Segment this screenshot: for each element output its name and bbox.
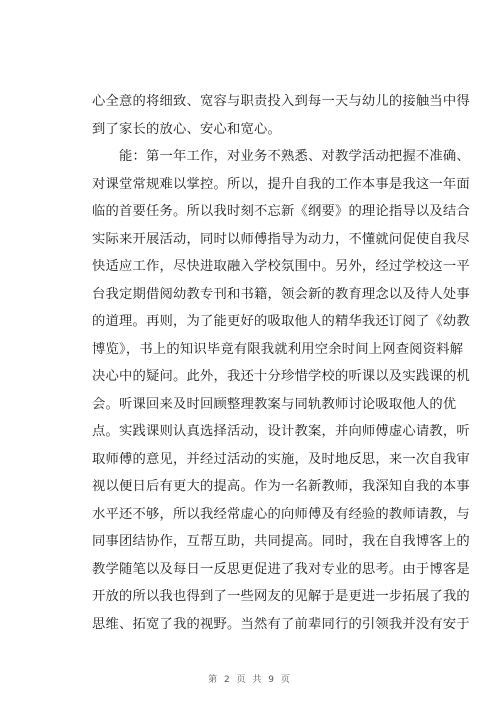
text-line: 临的首要任务。所以我时刻不忘新《纲要》的理论指导以及结合 [92, 204, 470, 219]
text-line: 能：第一年工作，对业务不熟悉、对教学活动把握不准确、 [119, 149, 470, 164]
text-line: 台我定期借阅幼教专刊和书籍，领会新的教育理念以及待人处事 [92, 286, 470, 302]
text-line: 对课堂常规难以掌控。所以，提升自我的工作本事是我这一年面 [92, 176, 470, 192]
text-line: 心全意的将细致、宽容与职责投入到每一天与幼儿的接触当中得 [92, 94, 470, 109]
text-line: 思维、拓宽了我的视野。当然有了前辈同行的引领我并没有安于 [92, 616, 470, 632]
text-line: 视以便日后有更大的提高。作为一名新教师，我深知自我的本事 [92, 479, 470, 494]
text-line: 的道理。再则，为了能更好的吸取他人的精华我还订阅了《幼教 [92, 314, 470, 329]
text-line: 博览》，书上的知识毕竟有限我就利用空余时间上网查阅资料解 [92, 341, 464, 357]
text-line: 取师傅的意见，并经过活动的实施，及时地反思，来一次自我审 [92, 451, 470, 467]
text-line: 点。实践课则认真选择活动，设计教案，并向师傅虚心请教，听 [92, 424, 470, 439]
text-line: 实际来开展活动，同时以师傅指导为动力，不懂就问促使自我尽 [92, 231, 470, 247]
text-line: 决心中的疑问。此外，我还十分珍惜学校的听课以及实践课的机 [92, 369, 470, 384]
text-line: 到了家长的放心、安心和宽心。 [92, 121, 281, 137]
text-line: 水平还不够，所以我经常虚心的向师傅及有经验的教师请教，与 [92, 506, 470, 522]
text-line: 快适应工作，尽快进取融入学校氛围中。另外，经过学校这一平 [92, 259, 470, 274]
text-line: 教学随笔以及每日一反思更促进了我对专业的思考。由于博客是 [92, 561, 470, 577]
text-line: 会。听课回来及时回顾整理教案与同轨教师讨论吸取他人的优 [92, 396, 457, 412]
body-text [92, 88, 470, 638]
text-line: 开放的所以我也得到了一些网友的见解于是更进一步拓展了我的 [92, 589, 470, 604]
text-line: 同事团结协作，互帮互助，共同提高。同时，我在自我博客上的 [92, 534, 470, 549]
page-number-footer: 第 2 页 共 9 页 [208, 675, 292, 685]
